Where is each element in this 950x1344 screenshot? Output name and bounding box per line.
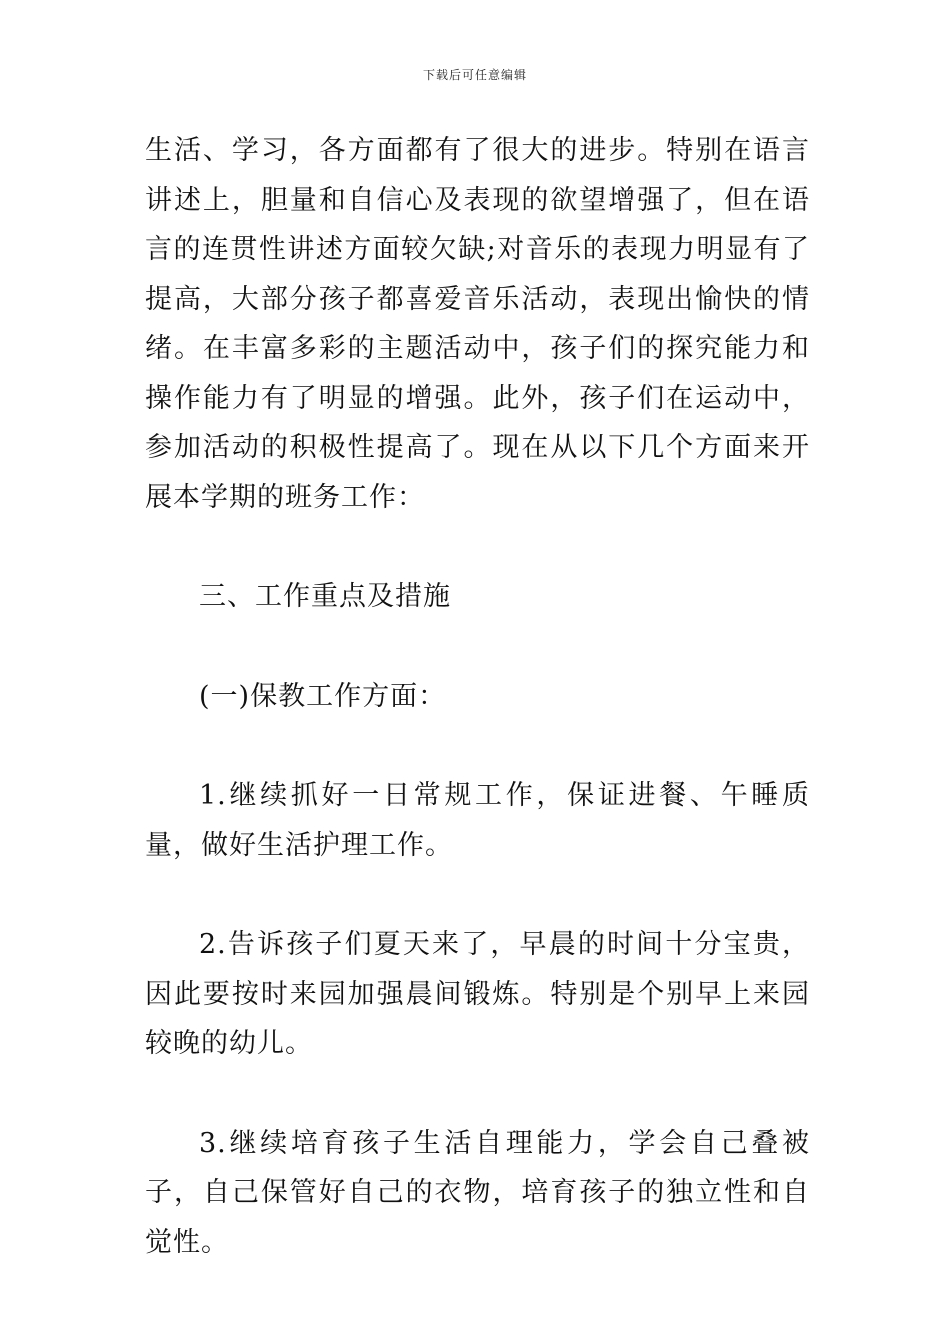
list-item-3: 3.继续培育孩子生活自理能力，学会自己叠被子，自己保管好自己的衣物，培育孩子的独立性和自觉性。 [145,1127,810,1258]
page-header-note: 下载后可任意编辑 [422,68,527,82]
document-body [145,126,810,1267]
subsection-title: (一)保教工作方面： [199,680,447,712]
list-item-2: 2.告诉孩子们夏天来了，早晨的时间十分宝贵，因此要按时来园加强晨间锻炼。特别是个别早上来园较晚的幼儿。 [145,929,810,1059]
list-item-1: 1.继续抓好一日常规工作，保证进餐、午睡质量，做好生活护理工作。 [145,780,810,861]
section-title: 三、工作重点及措施 [199,581,451,612]
intro-paragraph: 生活、学习，各方面都有了很大的进步。特别在语言讲述上，胆量和自信心及表现的欲望增强了，但在语言的连贯性讲述方面较欠缺;对音乐的表现力明显有了提高，大部分孩子都喜爱音乐活动，表现出愉快的情绪。在丰富多彩的主题活动中，孩子们的探究能力和操作能力有了明显的增强。此外，孩子们在运动中，参加活动的积极性提高了。现在从以下几个方面来开展本学期的班务工作： [145,135,810,513]
